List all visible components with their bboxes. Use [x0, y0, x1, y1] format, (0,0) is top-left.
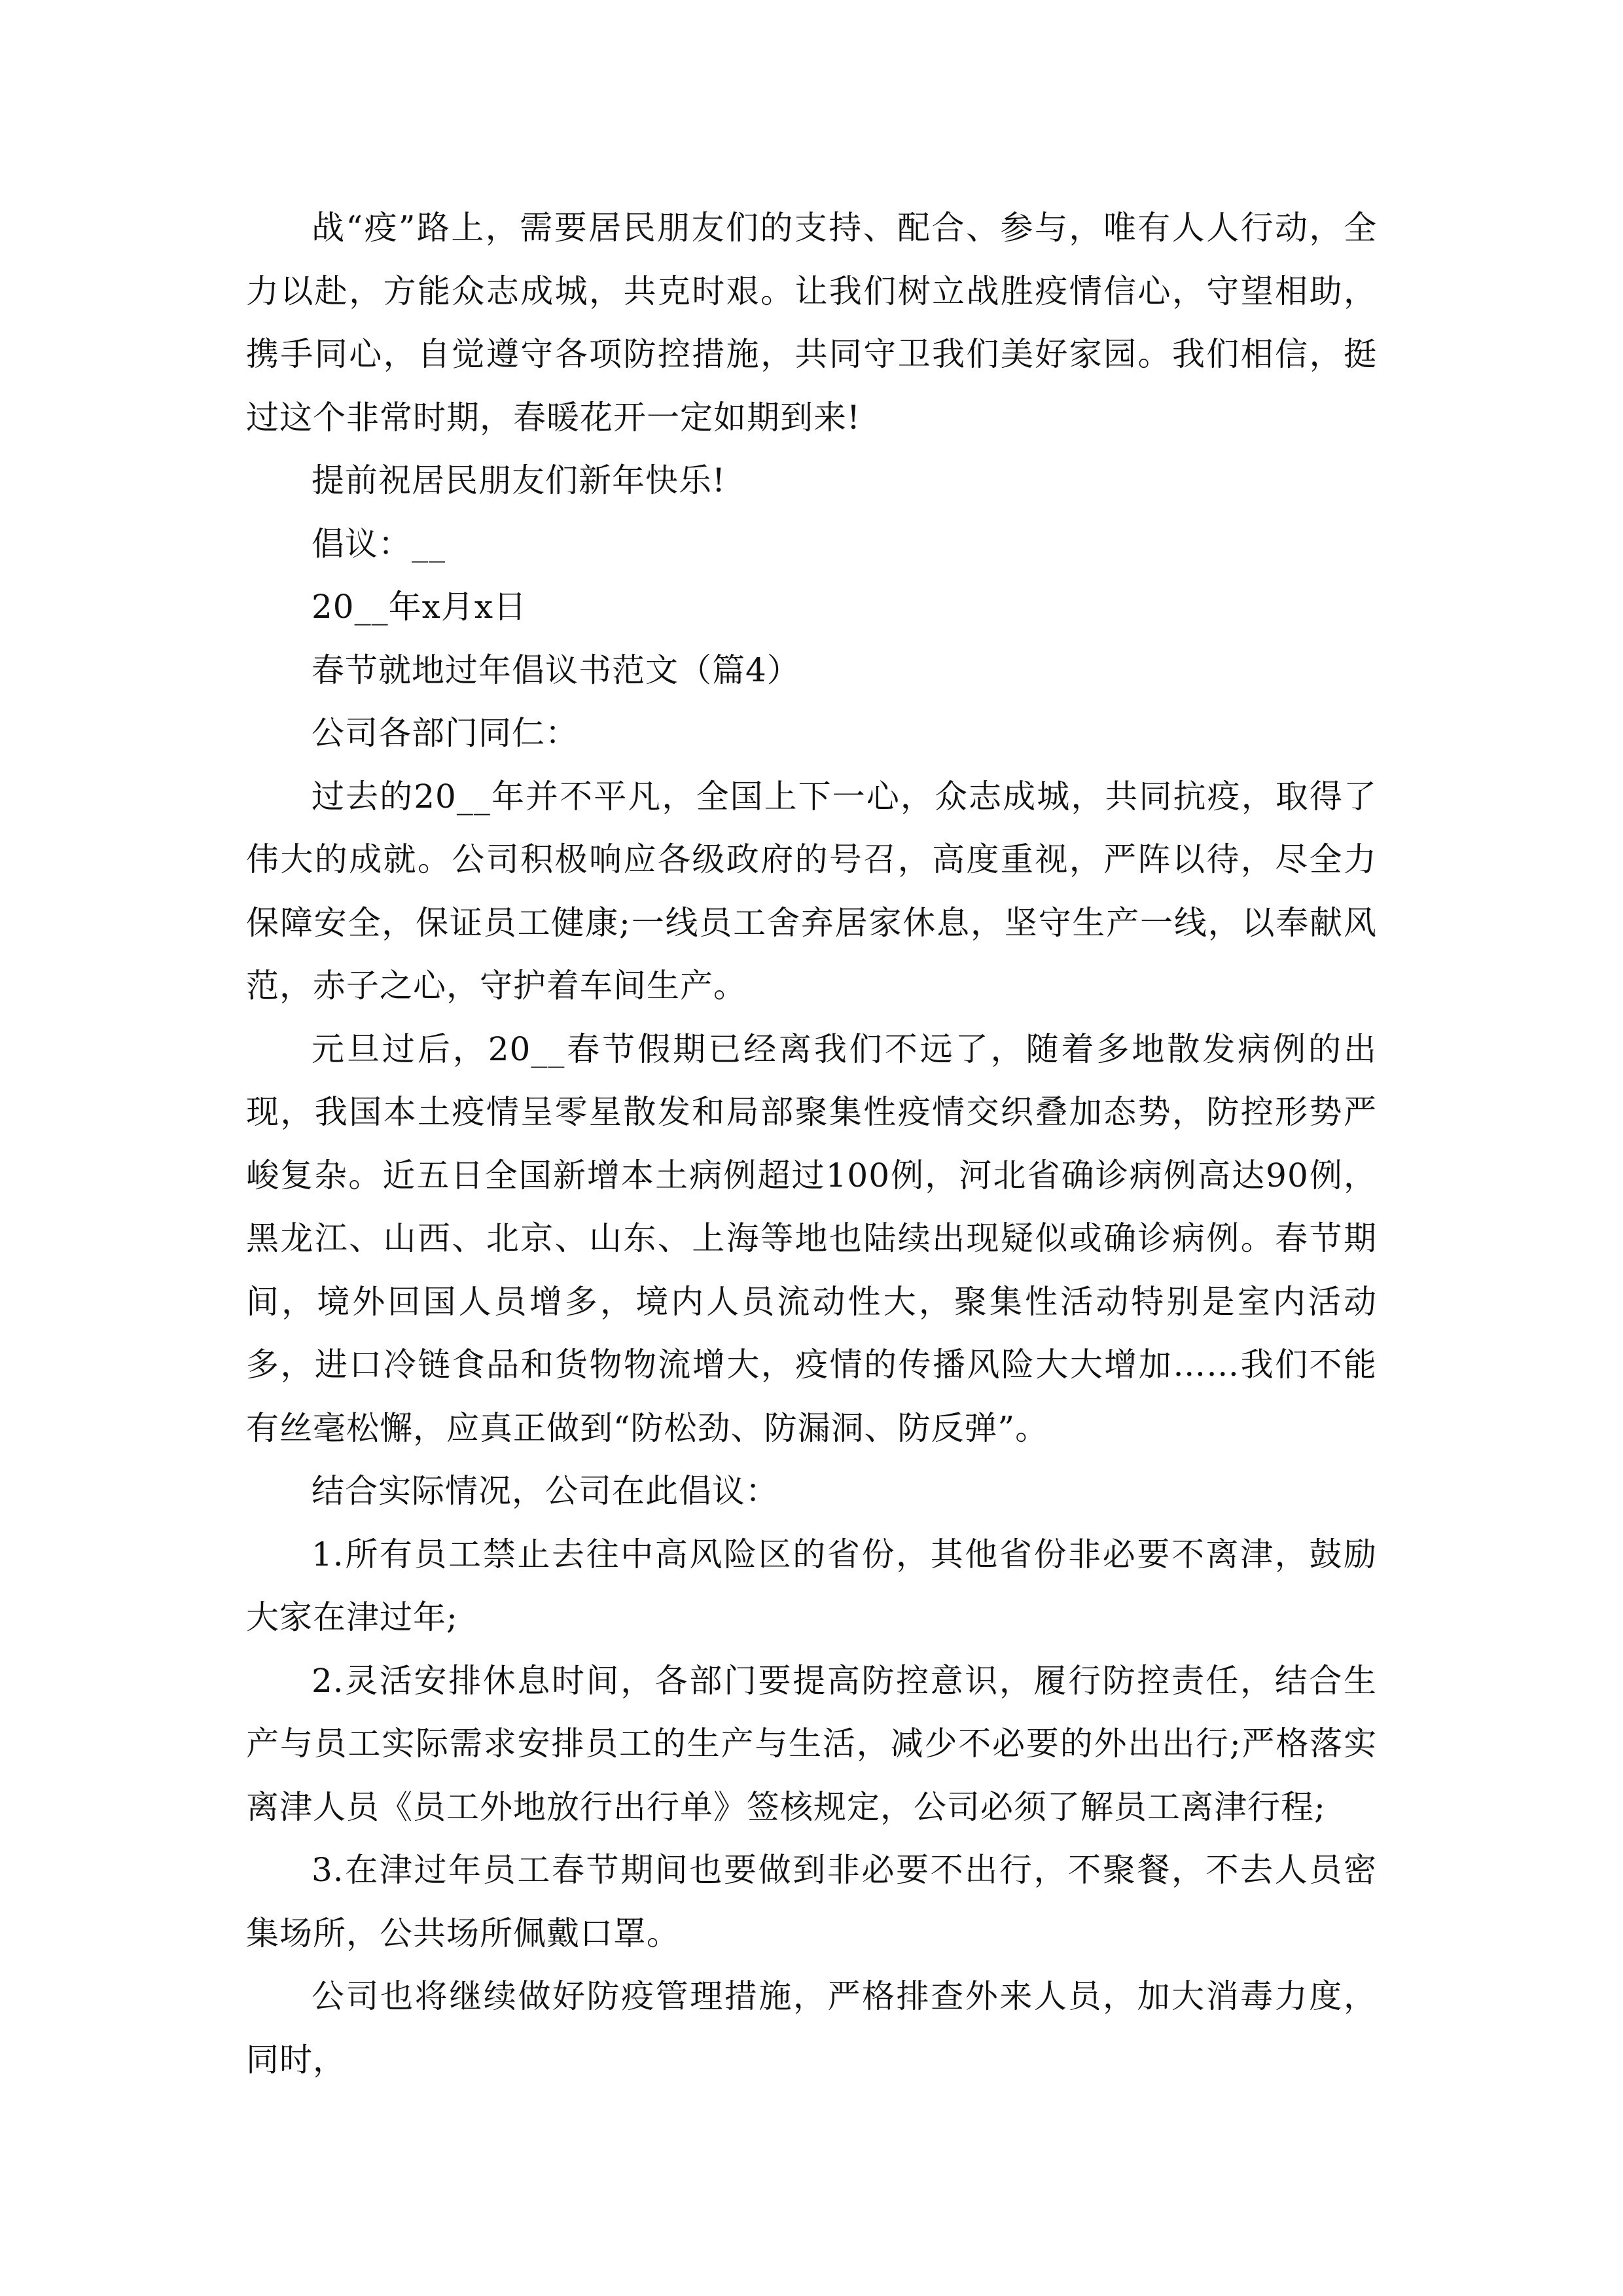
date-line: 20__年x月x日 — [312, 588, 527, 626]
list-item-3: 3.在津过年员工春节期间也要做到非必要不出行，不聚餐，不去人员密集场所，公共场所佩戴口罩。 — [246, 1851, 1377, 1952]
list-item-2: 2.灵活安排休息时间，各部门要提高防控意识，履行防控责任，结合生产与员工实际需求安排员工的生产与生活，减少不必要的外出出行;严格落实离津人员《员工外地放行出行单》签核规定，公司必须了解员工离津行程; — [246, 1661, 1377, 1826]
salutation: 公司各部门同仁： — [312, 714, 579, 752]
paragraph-situation: 元旦过后，20__春节假期已经离我们不远了，随着多地散发病例的出现，我国本土疫情呈零星散发和局部聚集性疫情交织叠加态势，防控形势严峻复杂。近五日全国新增本土病例超过100例，河北省确诊病例高达90例，黑龙江、山西、北京、山东、上海等地也陆续出现疑似或确诊病例。春节期间，境外回国人员增多，境内人员流动性大，聚集性活动特别是室内活动多，进口冷链食品和货物物流增大，疫情的传播风险大大增加……我们不能有丝毫松懈，应真正做到“防松劲、防漏洞、防反弹”。 — [246, 1030, 1377, 1447]
document-page — [246, 196, 1377, 2091]
paragraph-new-year-wishes: 提前祝居民朋友们新年快乐! — [312, 461, 726, 499]
paragraph-past-year: 过去的20__年并不平凡，全国上下一心，众志成城，共同抗疫，取得了伟大的成就。公司积极响应各级政府的号召，高度重视，严阵以待，尽全力保障安全，保证员工健康;一线员工舍弃居家休息，坚守生产一线，以奉献风范，赤子之心，守护着车间生产。 — [246, 777, 1377, 1005]
section-title: 春节就地过年倡议书范文（篇4） — [312, 651, 800, 689]
paragraph-proposal-intro: 结合实际情况，公司在此倡议： — [312, 1472, 779, 1510]
paragraph-company-measures: 公司也将继续做好防疫管理措施，严格排查外来人员，加大消毒力度，同时， — [246, 1977, 1377, 2079]
list-item-1: 1.所有员工禁止去往中高风险区的省份，其他省份非必要不离津，鼓励大家在津过年; — [246, 1535, 1377, 1636]
signature-line: 倡议：__ — [312, 524, 446, 563]
paragraph-closing-appeal: 战“疫”路上，需要居民朋友们的支持、配合、参与，唯有人人行动，全力以赴，方能众志成城，共克时艰。让我们树立战胜疫情信心，守望相助，携手同心，自觉遵守各项防控措施，共同守卫我们美好家园。我们相信，挺过这个非常时期，春暖花开一定如期到来! — [246, 209, 1377, 437]
